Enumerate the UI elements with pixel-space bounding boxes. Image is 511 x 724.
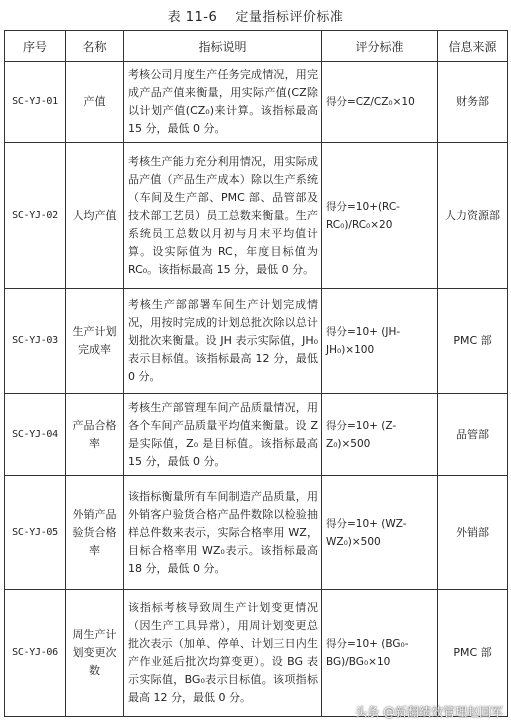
cell-name: 人均产值 <box>66 143 124 289</box>
table-row <box>5 476 508 590</box>
cell-serial: SC-YJ-04 <box>5 394 66 476</box>
table-header-row <box>5 31 508 62</box>
quantitative-indicator-table <box>4 30 508 717</box>
cell-serial: SC-YJ-06 <box>5 590 66 717</box>
table-row <box>5 394 508 476</box>
cell-description: 考核生产能力充分利用情况，用实际成品产值（产品生产成本）除以生产系统（车间及生产部、PMC 部、品管部及技术部工艺员）员工总数来衡量。生产系统员工总数以月初与月末平均值计算。设实际值为 RC，年度目标值为 RC₀。该指标最高 15 分，最低 0 分。 <box>124 143 322 289</box>
cell-serial: SC-YJ-05 <box>5 476 66 590</box>
cell-scoring: 得分=10+(RC-RC₀)/RC₀×20 <box>322 143 438 289</box>
table-row <box>5 62 508 143</box>
cell-description: 该指标考核导致周生产计划变更情况（因生产工具异常），用周计划变更总批次表示（加单、停单、计划三日内生产作业延后批次均算变更）。设 BG 表示实际值，BG₀表示目标值。该项指标最高 12 分，最低 0 分。 <box>124 590 322 717</box>
cell-name: 产品合格率 <box>66 394 124 476</box>
cell-scoring: 得分=CZ/CZ₀×10 <box>322 62 438 143</box>
cell-name: 周生产计划变更次数 <box>66 590 124 717</box>
header-name: 名称 <box>66 31 124 62</box>
cell-source: 人力资源部 <box>438 143 508 289</box>
cell-scoring: 得分=10+ (JH-JH₀)×100 <box>322 289 438 394</box>
cell-scoring: 得分=10+ (BG₀-BG)/BG₀×10 <box>322 590 438 717</box>
cell-name: 外销产品验货合格率 <box>66 476 124 590</box>
cell-source: 外销部 <box>438 476 508 590</box>
cell-serial: SC-YJ-01 <box>5 62 66 143</box>
cell-name: 产值 <box>66 62 124 143</box>
cell-scoring: 得分=10+ (WZ-WZ₀)×500 <box>322 476 438 590</box>
header-source: 信息来源 <box>438 31 508 62</box>
watermark: 头条 @新翻绩效管理赵国军 <box>355 705 503 719</box>
header-description: 指标说明 <box>124 31 322 62</box>
table-row <box>5 143 508 289</box>
table-row <box>5 590 508 717</box>
header-scoring: 评分标准 <box>322 31 438 62</box>
cell-scoring: 得分=10+ (Z-Z₀)×500 <box>322 394 438 476</box>
cell-name: 生产计划完成率 <box>66 289 124 394</box>
table-row <box>5 289 508 394</box>
cell-source: PMC 部 <box>438 590 508 717</box>
cell-description: 考核公司月度生产任务完成情况，用完成产品产值来衡量，用实际产值(CZ除以计划产值(CZ₀)来计算。该指标最高 15 分，最低 0 分。 <box>124 62 322 143</box>
cell-description: 考核生产部管理车间产品质量情况，用各个车间产品质量平均值来衡量。设 Z 是实际值，Z₀ 是目标值。该指标最高 15 分，最低 0 分。 <box>124 394 322 476</box>
cell-source: 品管部 <box>438 394 508 476</box>
cell-source: 财务部 <box>438 62 508 143</box>
table-title: 表 11-6 定量指标评价标准 <box>167 10 344 25</box>
cell-serial: SC-YJ-02 <box>5 143 66 289</box>
cell-description: 该指标衡量所有车间制造产品质量，用外销客户验货合格产品件数除以检验抽样总件数来表示，实际合格率用 WZ，目标合格率用 WZ₀表示。该指标最高 18 分，最低 0 分。 <box>124 476 322 590</box>
cell-serial: SC-YJ-03 <box>5 289 66 394</box>
header-serial: 序号 <box>5 31 66 62</box>
cell-source: PMC 部 <box>438 289 508 394</box>
cell-description: 考核生产部部署车间生产计划完成情况，用按时完成的计划总批次除以总计划批次来衡量。设 JH 表示实际值，JH₀ 表示目标值。该指标最高 12 分，最低 0 分。 <box>124 289 322 394</box>
